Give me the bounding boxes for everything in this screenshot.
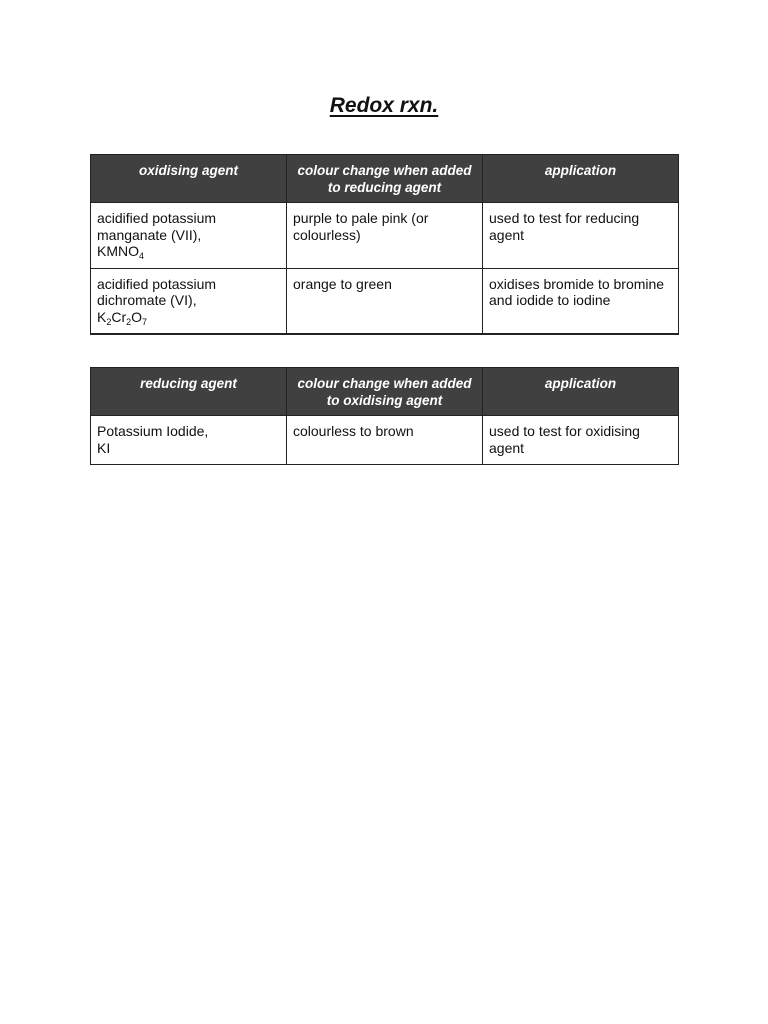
column-header: oxidising agent (91, 155, 287, 203)
table-row (91, 416, 679, 465)
column-header: reducing agent (91, 368, 287, 416)
agent-name: acidified potassium manganate (VII), (97, 210, 217, 243)
table-header-row (91, 155, 679, 203)
agent-formula: $KMNO_4$ (97, 243, 145, 261)
table-row (91, 268, 679, 334)
agent-cell (91, 416, 287, 465)
application-cell: used to test for reducing agent (483, 203, 679, 269)
agent-formula: $K_2Cr_2O_7$ (97, 308, 148, 327)
agent-cell (91, 268, 287, 334)
table-header-row (91, 368, 679, 416)
page-title: Redox rxn. (329, 94, 439, 117)
agent-cell (91, 203, 287, 269)
agent-formula: KI (97, 439, 111, 456)
colour-change-cell: purple to pale pink (or colourless) (287, 203, 483, 269)
agent-name: acidified potassium dichromate (VI), (97, 275, 217, 308)
column-header: colour change when added to reducing agent (287, 155, 483, 203)
column-header: colour change when added to oxidising agent (287, 368, 483, 416)
oxidising-agent-table (90, 154, 679, 335)
column-header: application (483, 155, 679, 203)
column-header: application (483, 368, 679, 416)
colour-change-cell: colourless to brown (287, 416, 483, 465)
table-row (91, 203, 679, 269)
reducing-agent-table (90, 367, 679, 465)
application-cell: used to test for oxidising agent (483, 416, 679, 465)
agent-name: Potassium Iodide, (97, 423, 209, 439)
application-cell: oxidises bromide to bromine and iodide to iodine (483, 268, 679, 334)
colour-change-cell: orange to green (287, 268, 483, 334)
